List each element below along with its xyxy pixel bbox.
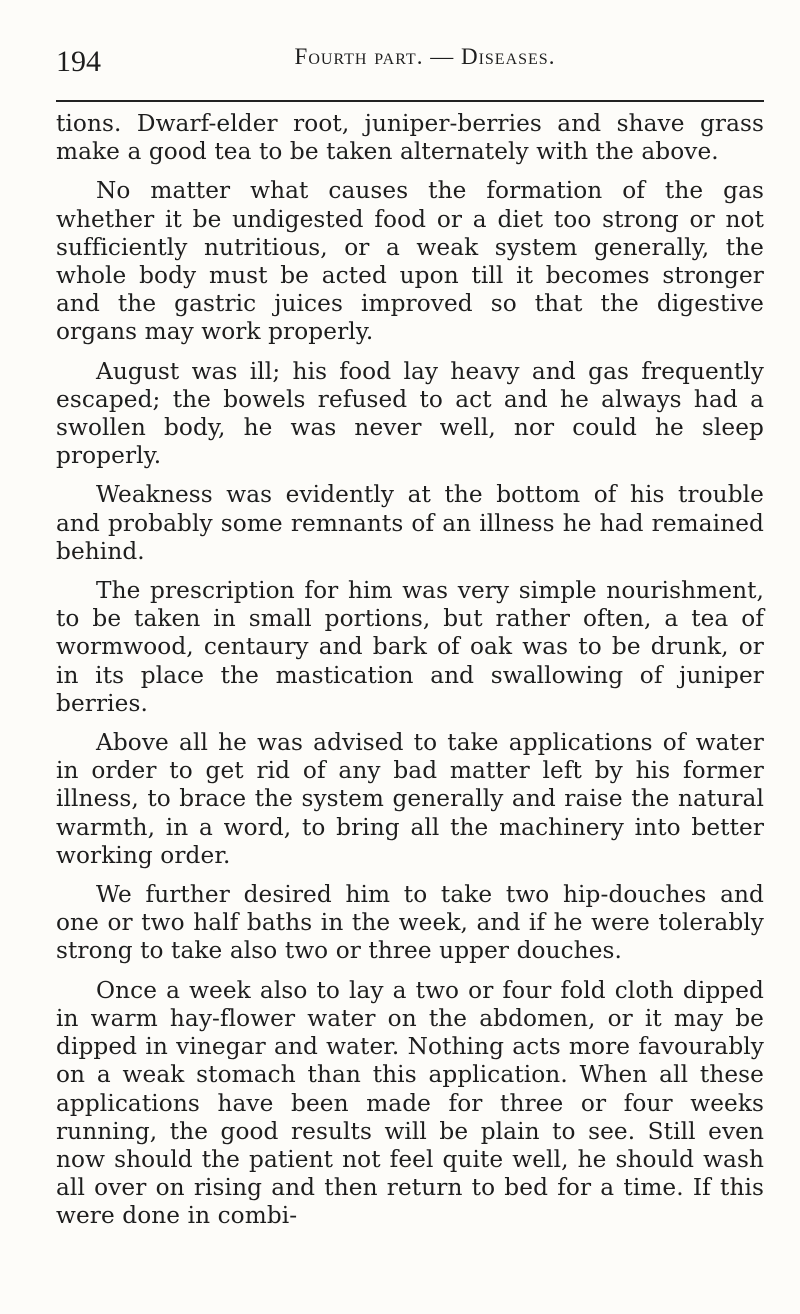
paragraph-5: The prescription for him was very simple nourishment, to be taken in small portions, but rather often, a tea of wormwood, centaury and bark of oak was to be drunk, or in its place the mastication and swallowing of juniper berries. xyxy=(56,577,764,717)
paragraph-6: Above all he was advised to take applications of water in order to get rid of any bad matter left by his former illness, to brace the system generally and raise the natural warmth, in a word, to bring all the machinery into better working order. xyxy=(56,729,764,869)
page-number: 194 xyxy=(56,45,101,78)
paragraph-4: Weakness was evidently at the bottom of his trouble and probably some remnants of an illness he had remained behind. xyxy=(56,481,764,565)
paragraph-3: August was ill; his food lay heavy and gas frequently escaped; the bowels refused to act and he always had a swollen body, he was never well, nor could he sleep properly. xyxy=(56,357,764,470)
page-header xyxy=(56,40,764,84)
body-text xyxy=(56,110,764,1231)
running-head: Fourth part. — Diseases. xyxy=(294,44,556,69)
paragraph-1: tions. Dwarf-elder root, juniper-berries and shave grass make a good tea to be taken alternately with the above. xyxy=(56,110,764,166)
paragraph-8: Once a week also to lay a two or four fold cloth dipped in warm hay-flower water on the abdomen, or it may be dipped in vinegar and water. Nothing acts more favourably on a weak stomach than this application. When all these applications have been made for three or four weeks running, the good results will be plain to see. Still even now should the patient not feel quite well, he should wash all over on rising and then return to bed for a time. If this were done in combi- xyxy=(56,976,764,1230)
paragraph-2: No matter what causes the formation of the gas whether it be undigested food or a diet too strong or not sufficiently nutritious, or a weak system generally, the whole body must be acted upon till it becomes stronger and the gastric juices improved so that the digestive organs may work properly. xyxy=(56,177,764,346)
header-rule xyxy=(56,100,764,102)
paragraph-7: We further desired him to take two hip-douches and one or two half baths in the week, and if he were tolerably strong to take also two or three upper douches. xyxy=(56,881,764,965)
